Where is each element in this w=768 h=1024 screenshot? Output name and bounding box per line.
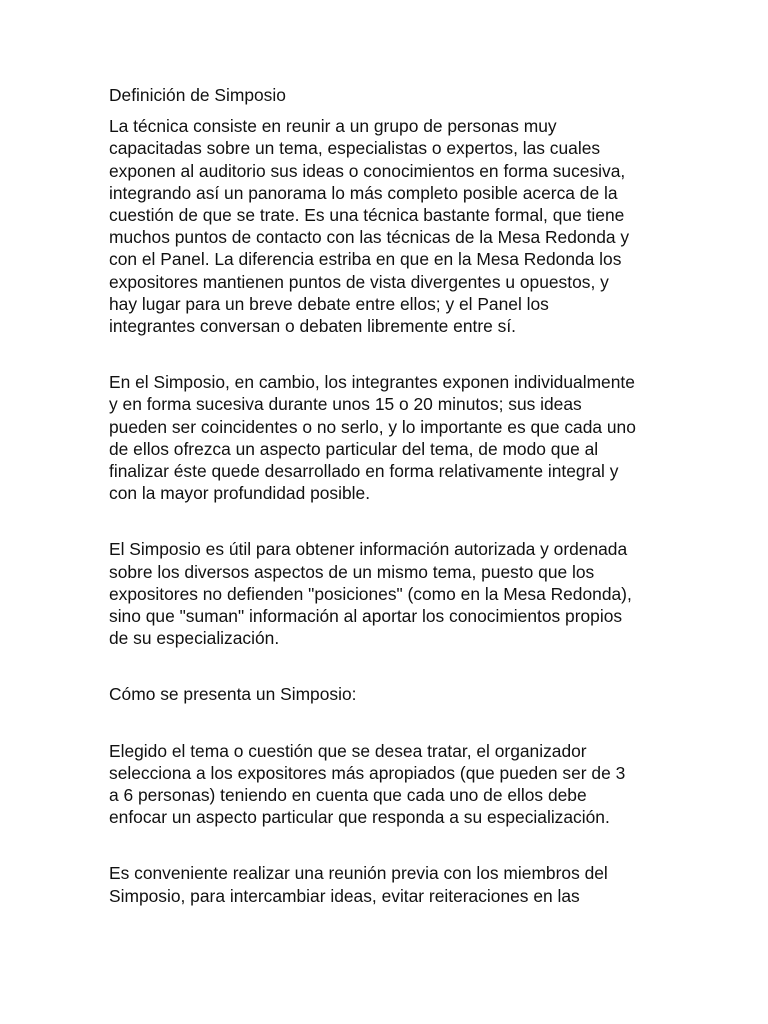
text-line: de su especialización.	[109, 628, 280, 649]
paragraph-reunion-previa	[109, 862, 689, 906]
paragraph-simposio-util	[109, 538, 689, 649]
text-line: enfocar un aspecto particular que responda a su especialización.	[109, 807, 610, 828]
text-line: con la mayor profundidad posible.	[109, 483, 371, 504]
text-line: En el Simposio, en cambio, los integrantes exponen individualmente	[109, 372, 635, 393]
text-line: Cómo se presenta un Simposio:	[109, 684, 357, 705]
text-line: exponen al auditorio sus ideas o conocimientos en forma sucesiva,	[109, 160, 626, 181]
text-line: integrantes conversan o debaten libremente entre sí.	[109, 316, 516, 337]
text-line: Es conveniente realizar una reunión previa con los miembros del	[109, 863, 608, 884]
document-title: Definición de Simposio	[109, 85, 286, 105]
text-line: pueden ser coincidentes o no serlo, y lo importante es que cada uno	[109, 416, 636, 437]
text-line: expositores no defienden "posiciones" (como en la Mesa Redonda),	[109, 583, 632, 604]
text-line: capacitadas sobre un tema, especialistas o expertos, las cuales	[109, 138, 601, 159]
paragraph-definition	[109, 115, 689, 337]
text-line: sino que "suman" información al aportar los conocimientos propios	[109, 606, 623, 627]
text-line: hay lugar para un breve debate entre ellos; y el Panel los	[109, 293, 549, 314]
text-line: Simposio, para intercambiar ideas, evitar reiteraciones en las	[109, 885, 580, 906]
text-line: y en forma sucesiva durante unos 15 o 20 minutos; sus ideas	[109, 394, 582, 415]
document-body	[109, 84, 689, 907]
text-line: expositores mantienen puntos de vista divergentes u opuestos, y	[109, 271, 609, 292]
text-line: sobre los diversos aspectos de un mismo tema, puesto que los	[109, 561, 595, 582]
text-line: a 6 personas) teniendo en cuenta que cada uno de ellos debe	[109, 785, 587, 806]
text-line: El Simposio es útil para obtener información autorizada y ordenada	[109, 539, 628, 560]
text-line: La técnica consiste en reunir a un grupo de personas muy	[109, 116, 557, 137]
paragraph-simposio-cambio	[109, 371, 689, 504]
text-line: finalizar éste quede desarrollado en forma relativamente integral y	[109, 461, 619, 482]
section-heading-como-se-presenta	[109, 683, 689, 705]
text-line: integrando así un panorama lo más completo posible acerca de la	[109, 182, 618, 203]
text-line: de ellos ofrezca un aspecto particular del tema, de modo que al	[109, 438, 599, 459]
text-line: muchos puntos de contacto con las técnicas de la Mesa Redonda y	[109, 227, 630, 248]
paragraph-elegido-tema	[109, 740, 689, 829]
text-line: Elegido el tema o cuestión que se desea tratar, el organizador	[109, 740, 587, 761]
text-line: con el Panel. La diferencia estriba en que en la Mesa Redonda los	[109, 249, 622, 270]
text-line: selecciona a los expositores más apropiados (que pueden ser de 3	[109, 762, 626, 783]
text-line: cuestión de que se trate. Es una técnica bastante formal, que tiene	[109, 205, 625, 226]
